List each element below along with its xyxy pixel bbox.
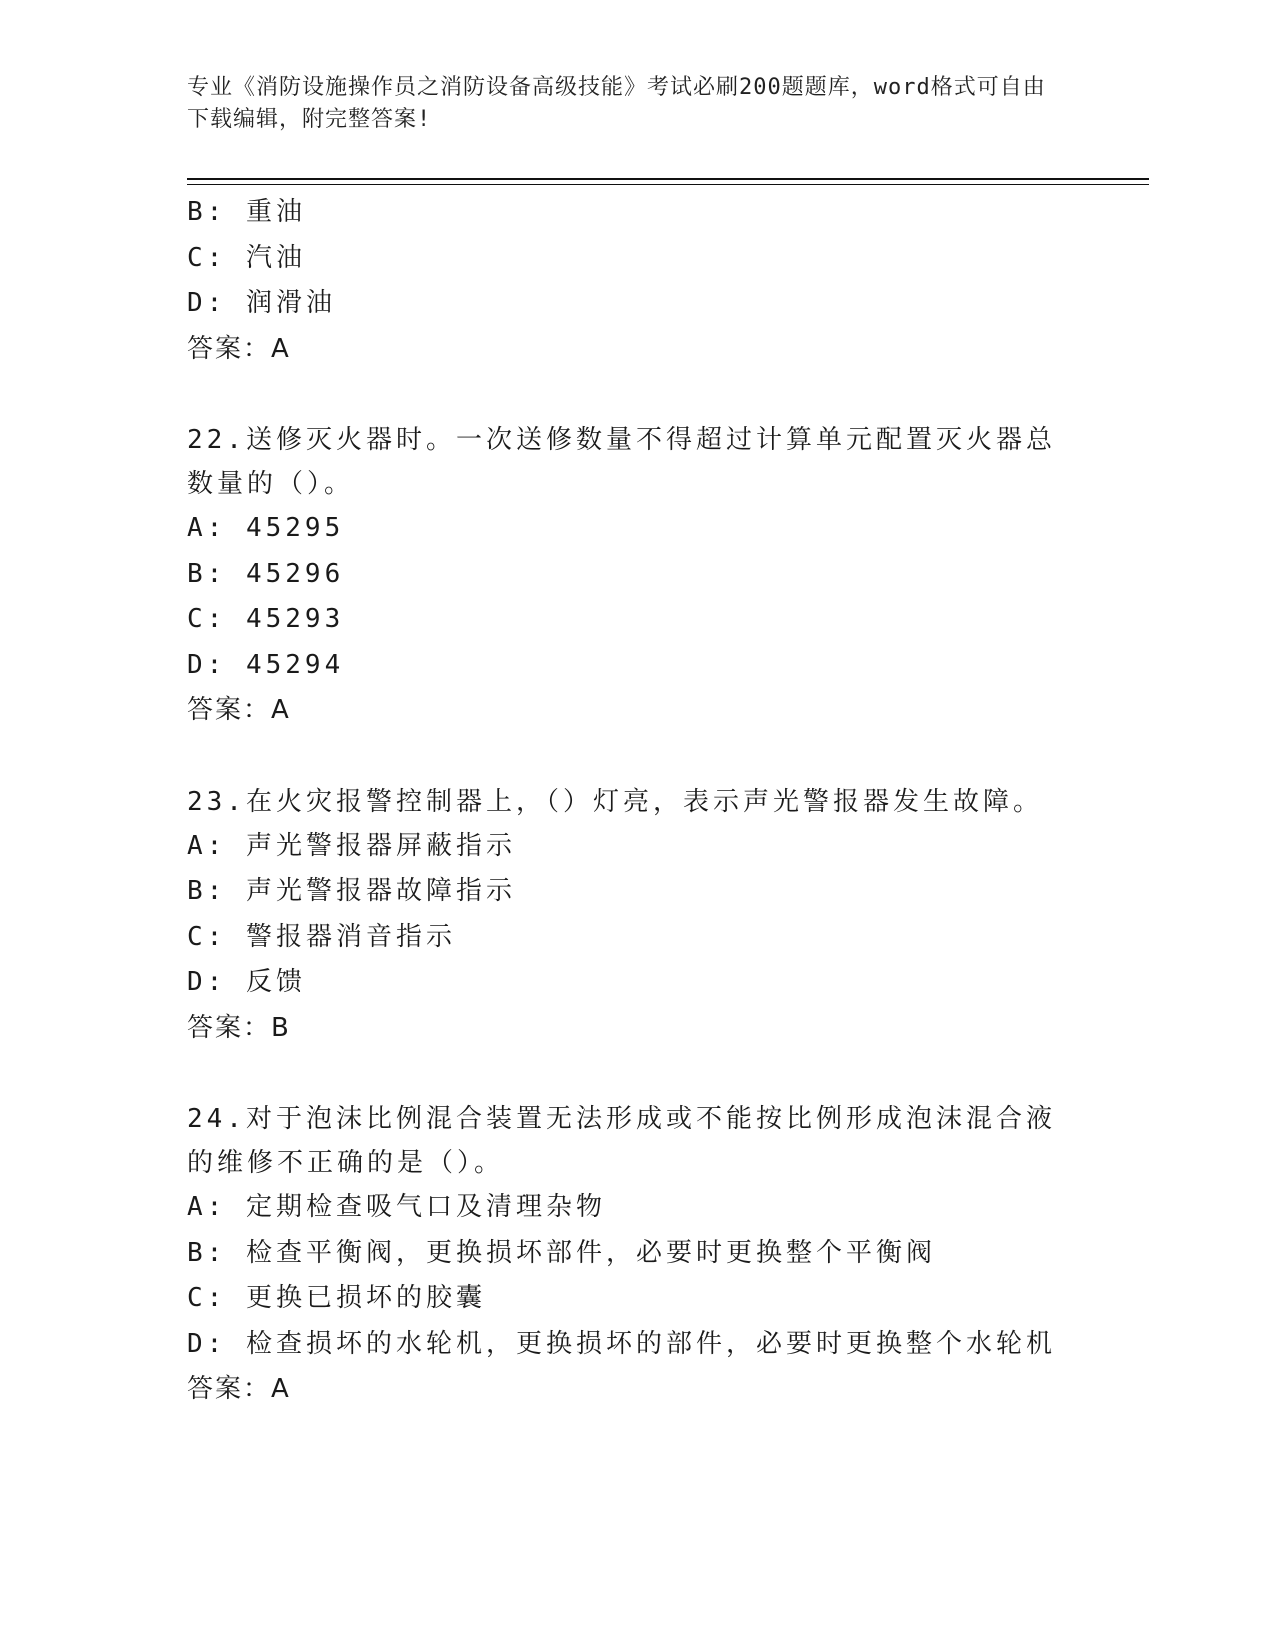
question-23: [187, 780, 1087, 1052]
option-b: B: 重油: [187, 197, 306, 227]
option-c: C: 45293: [187, 604, 345, 634]
question-22: [187, 418, 1087, 734]
question-list: [187, 190, 1087, 1413]
option-b: B: 检查平衡阀，更换损坏部件，必要时更换整个平衡阀: [187, 1237, 936, 1268]
answer-line: 答案：B: [187, 1012, 291, 1043]
header-divider-thin: [187, 184, 1149, 185]
header-divider: [187, 178, 1149, 180]
question-24: [187, 1097, 1087, 1413]
option-a: A: 声光警报器屏蔽指示: [187, 830, 516, 861]
answer-line: 答案：A: [187, 333, 291, 364]
option-d: D: 检查损坏的水轮机，更换损坏的部件，必要时更换整个水轮机: [187, 1328, 1056, 1359]
question-stem: 24.对于泡沫比例混合装置无法形成或不能按比例形成泡沫混合液的维修不正确的是（）。: [187, 1104, 1056, 1178]
document-header: 专业《消防设施操作员之消防设备高级技能》考试必刷200题题库，word格式可自由下载编辑，附完整答案!: [187, 75, 1046, 132]
option-b: B: 45296: [187, 558, 345, 589]
answer-line: 答案：A: [187, 1374, 291, 1404]
option-d: D: 润滑油: [187, 288, 336, 318]
option-d: D: 45294: [187, 649, 345, 680]
option-c: C: 警报器消音指示: [187, 921, 456, 952]
question-21-continued: [187, 190, 1087, 372]
option-c: C: 汽油: [187, 242, 306, 273]
option-a: A: 定期检查吸气口及清理杂物: [187, 1192, 606, 1222]
question-stem: 23.在火灾报警控制器上，（）灯亮，表示声光警报器发生故障。: [187, 786, 1043, 817]
option-b: B: 声光警报器故障指示: [187, 876, 516, 906]
option-c: C: 更换已损坏的胶囊: [187, 1283, 486, 1313]
option-d: D: 反馈: [187, 967, 306, 997]
question-stem: 22.送修灭火器时。一次送修数量不得超过计算单元配置灭火器总数量的（）。: [187, 425, 1056, 499]
option-a: A: 45295: [187, 513, 345, 543]
answer-line: 答案：A: [187, 695, 291, 725]
